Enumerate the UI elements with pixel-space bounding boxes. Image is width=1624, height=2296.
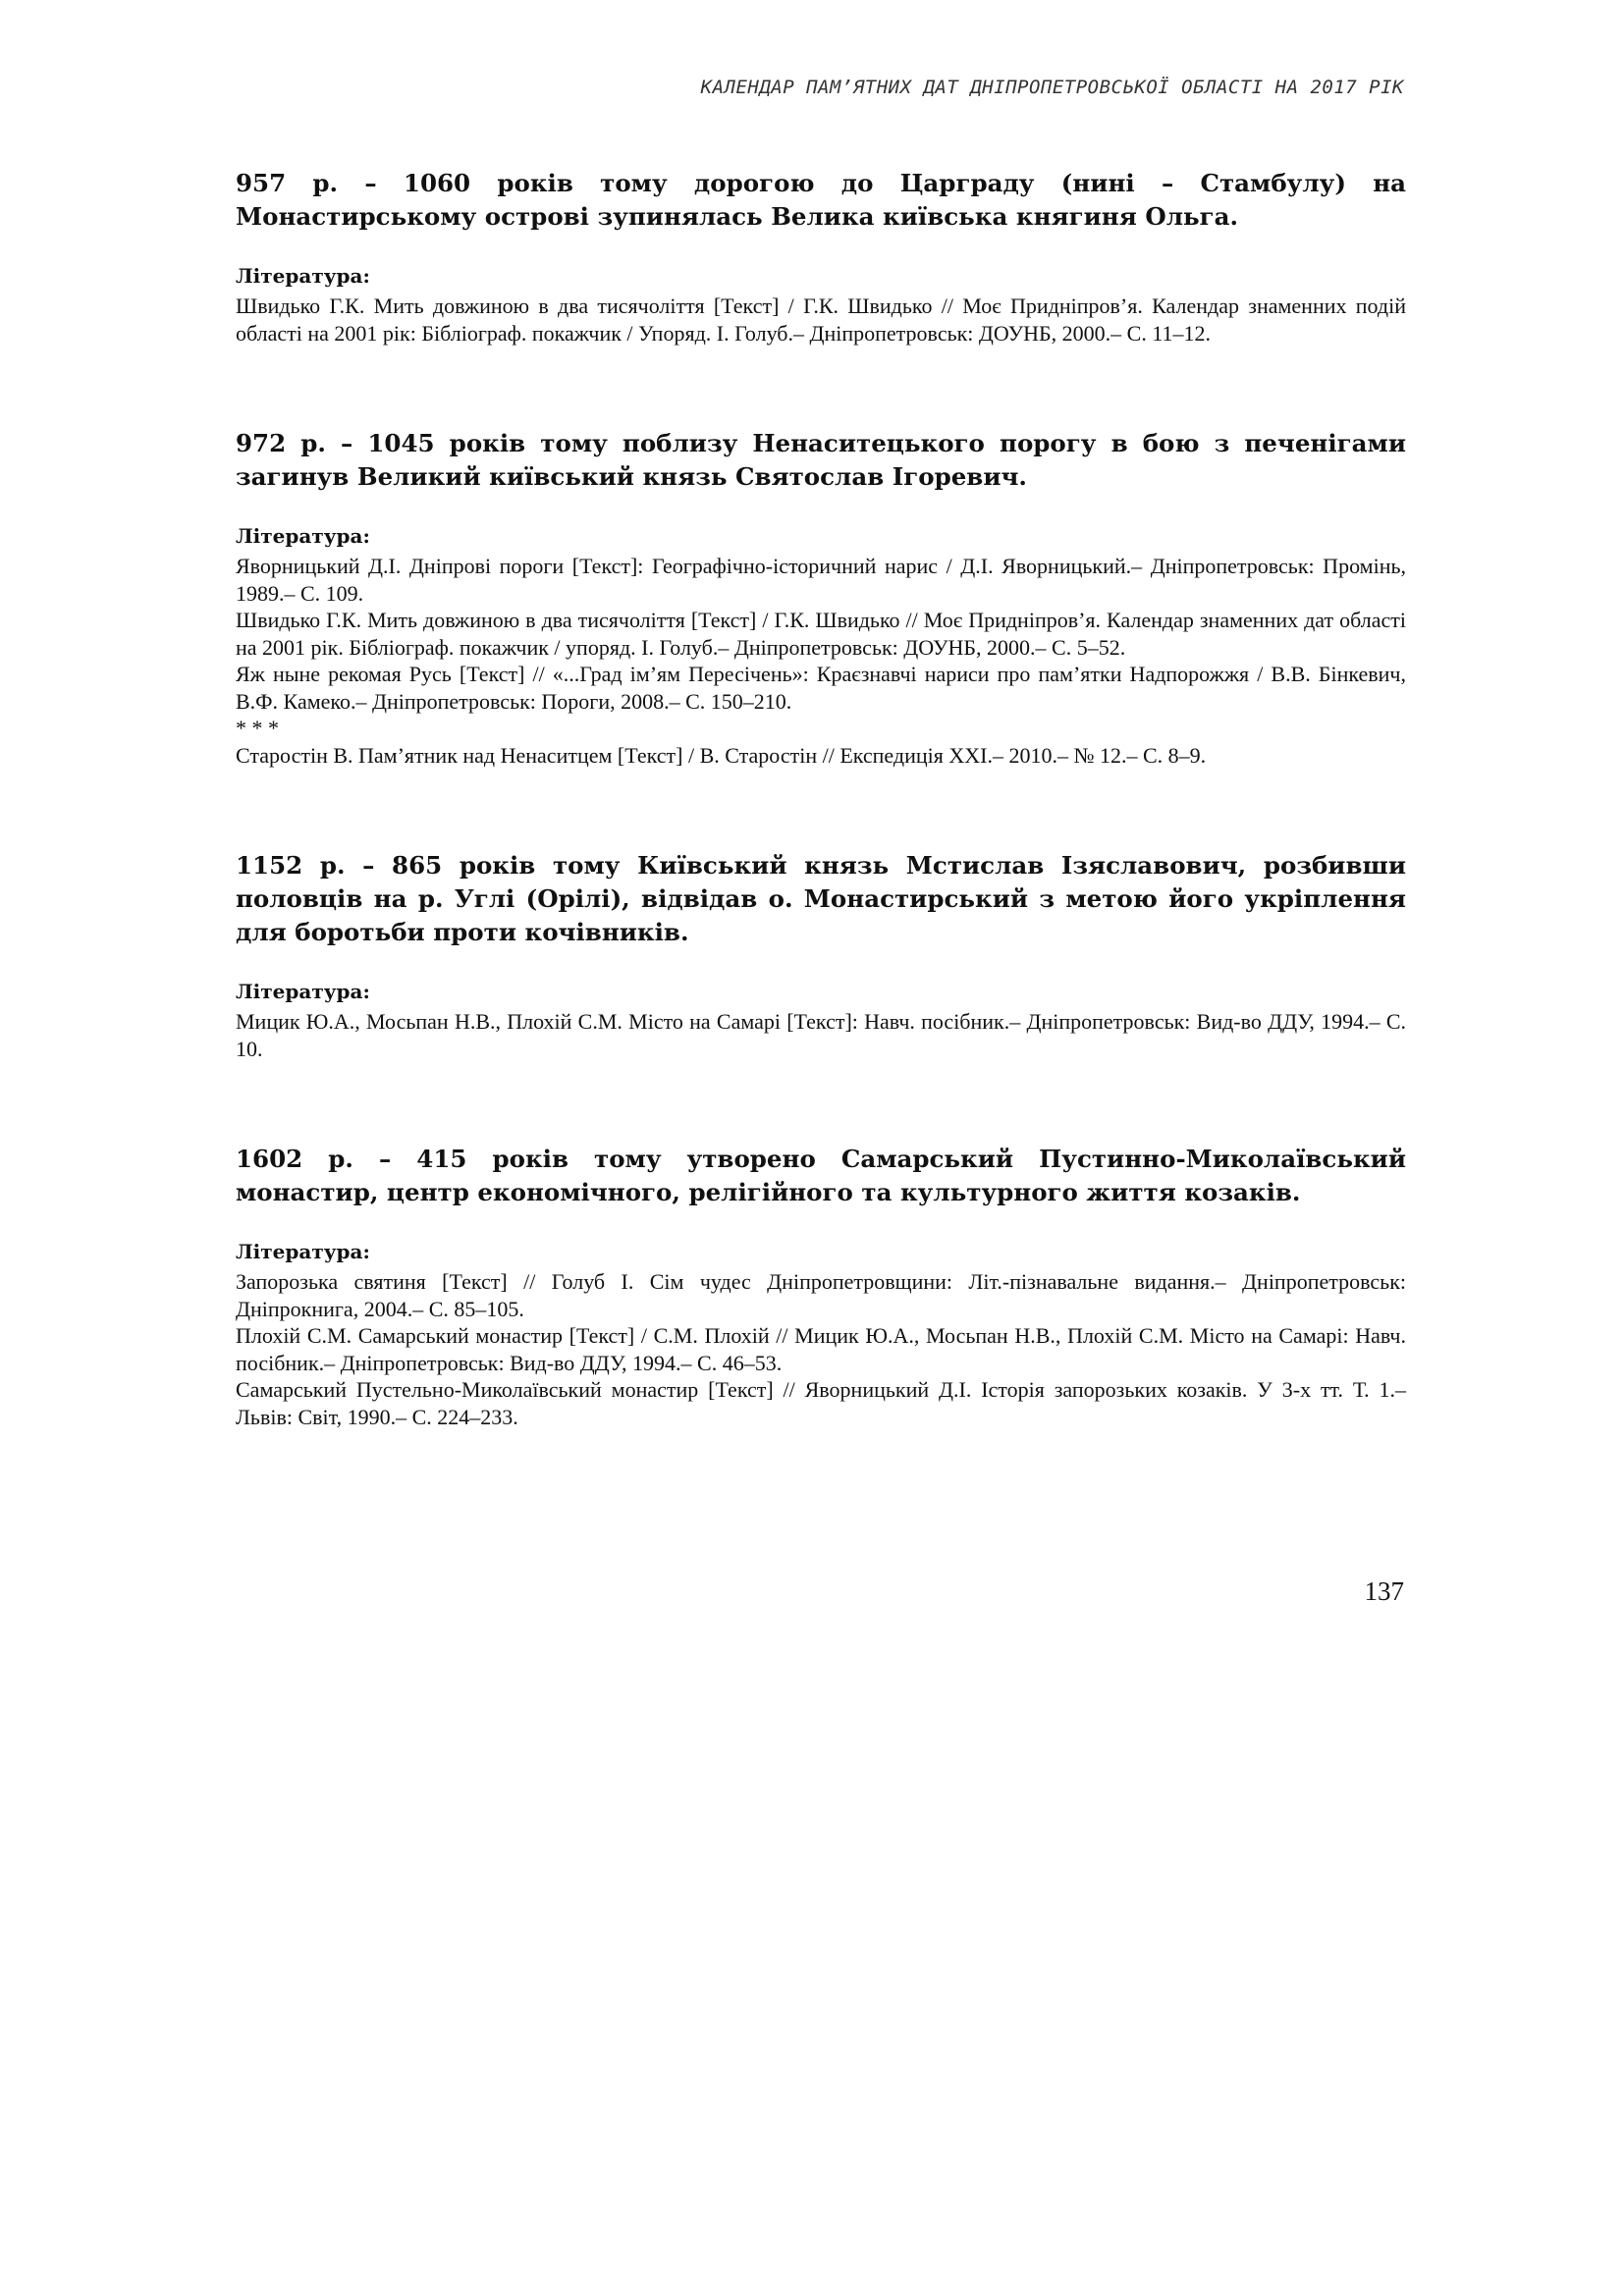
calendar-entry	[236, 427, 1406, 769]
entry-title: 1602 р. – 415 років тому утворено Самарський Пустинно-Миколаївський монастир, центр економічного, релігійного та культурного життя козаків.	[236, 1145, 1406, 1206]
literature-item: Старостін В. Пам’ятник над Ненаситцем [Текст] / В. Старостін // Експедиція ХХІ.– 2010.– № 12.– С. 8–9.	[236, 742, 1207, 768]
literature-item: Запорозька святиня [Текст] // Голуб І. Сім чудес Дніпропетровщини: Літ.-пізнавальне видання.– Дніпропетровськ: Дніпрокнига, 2004.– С. 85–105.	[236, 1269, 1406, 1321]
literature-heading: Література:	[236, 264, 370, 288]
literature-heading: Література:	[236, 1240, 370, 1263]
literature-separator: * * *	[236, 716, 279, 740]
page-number: 137	[1364, 1576, 1404, 1606]
calendar-entry	[236, 849, 1406, 1062]
literature-heading: Література:	[236, 524, 370, 548]
entry-title: 972 р. – 1045 років тому поблизу Ненаситецького порогу в бою з печенігами загинув Великий київський князь Святослав Ігоревич.	[236, 429, 1406, 491]
literature-item: Швидько Г.К. Мить довжиною в два тисячоліття [Текст] / Г.К. Швидько // Моє Придніпров’я. Календар знаменних подій області на 2001 рік: Бібліограф. покажчик / Упоряд. І. Голуб.– Дніпропетровськ: ДОУНБ, 2000.– С. 11–12.	[236, 294, 1406, 346]
literature-heading: Література:	[236, 980, 370, 1003]
calendar-entry	[236, 167, 1406, 347]
calendar-entry	[236, 1143, 1406, 1430]
entry-title: 957 р. – 1060 років тому дорогою до Царграду (нині – Стамбулу) на Монастирському острові зупинялась Велика київська княгиня Ольга.	[236, 169, 1406, 231]
literature-item: Плохій С.М. Самарський монастир [Текст] / С.М. Плохій // Мицик Ю.А., Мосьпан Н.В., Плохій С.М. Місто на Самарі: Навч. посібник.– Дніпропетровськ: Вид-во ДДУ, 1994.– С. 46–53.	[236, 1323, 1406, 1375]
literature-item: Яворницький Д.І. Дніпрові пороги [Текст]: Географічно-історичний нарис / Д.І. Яворницький.– Дніпропетровськ: Промінь, 1989.– С. 109.	[236, 554, 1406, 606]
literature-item: Яж ныне рекомая Русь [Текст] // «...Град ім’ям Пересічень»: Краєзнавчі нариси про пам’ятки Надпорожжя / В.В. Бінкевич, В.Ф. Камеко.– Дніпропетровськ: Пороги, 2008.– С. 150–210.	[236, 662, 1406, 714]
literature-item: Мицик Ю.А., Мосьпан Н.В., Плохій С.М. Місто на Самарі [Текст]: Навч. посібник.– Дніпропетровськ: Вид-во ДДУ, 1994.– С. 10.	[236, 1009, 1406, 1061]
literature-item: Швидько Г.К. Мить довжиною в два тисячоліття [Текст] / Г.К. Швидько // Моє Придніпров’я. Календар знаменних дат області на 2001 рік. Бібліограф. покажчик / упоряд. І. Голуб.– Дніпропетровськ: ДОУНБ, 2000.– С. 5–52.	[236, 608, 1406, 660]
page-content	[236, 167, 1406, 1511]
running-header: КАЛЕНДАР ПАМ’ЯТНИХ ДАТ ДНІПРОПЕТРОВСЬКОЇ ОБЛАСТІ НА 2017 РІК	[700, 77, 1404, 98]
literature-item: Самарський Пустельно-Миколаївський монастир [Текст] // Яворницький Д.І. Історія запорозьких козаків. У 3-х тт. Т. 1.– Львів: Світ, 1990.– С. 224–233.	[236, 1377, 1406, 1429]
entry-title: 1152 р. – 865 років тому Київський князь Мстислав Ізяславович, розбивши половців на р. Углі (Орілі), відвідав о. Монастирський з метою його укріплення для боротьби проти кочівників.	[236, 851, 1406, 946]
